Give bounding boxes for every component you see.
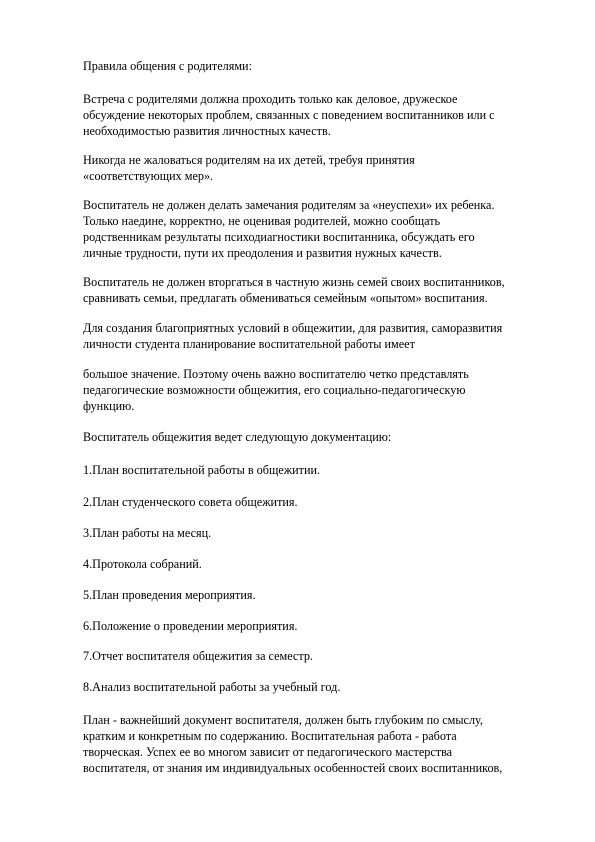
list-item: [83, 462, 553, 478]
text-line: Воспитатель не должен вторгаться в частную жизнь семей своих воспитанников,: [83, 275, 505, 289]
text-line: кратким и конкретным по содержанию. Воспитательная работа - работа: [83, 729, 457, 743]
text-line: «соответствующих мер».: [83, 169, 214, 183]
text-line: функцию.: [83, 399, 135, 413]
text-line: Встреча с родителями должна проходить только как деловое, дружеское: [83, 92, 458, 106]
document-heading: [83, 58, 553, 74]
text-line: воспитателя, от знания им индивидуальных особенностей своих воспитанников,: [83, 761, 503, 775]
text-line: необходимостью развития личностных качеств.: [83, 124, 331, 138]
list-item: [83, 494, 553, 510]
text-line: педагогические возможности общежития, его социально-педагогическую: [83, 383, 466, 397]
paragraph: [83, 91, 553, 139]
paragraph: [83, 320, 553, 352]
text-line: творческая. Успех ее во многом зависит от педагогического мастерства: [83, 745, 453, 759]
text-line: 1.План воспитательной работы в общежитии.: [83, 463, 321, 477]
list-item: [83, 679, 553, 695]
text-line: личности студента планирование воспитательной работы имеет: [83, 337, 415, 351]
text-line: Воспитатель общежития ведет следующую документацию:: [83, 430, 392, 444]
text-line: Для создания благоприятных условий в общежитии, для развития, саморазвития: [83, 321, 503, 335]
text-line: 8.Анализ воспитательной работы за учебный год.: [83, 680, 341, 694]
text-line: 5.План проведения мероприятия.: [83, 588, 256, 602]
paragraph: [83, 712, 553, 776]
text-line: 3.План работы на месяц.: [83, 526, 212, 540]
paragraph: [83, 429, 553, 445]
text-line: обсуждение некоторых проблем, связанных с поведением воспитанников или с: [83, 108, 495, 122]
paragraph: [83, 366, 553, 414]
text-line: План - важнейший документ воспитателя, должен быть глубоким по смыслу,: [83, 713, 483, 727]
text-line: Никогда не жаловаться родителям на их детей, требуя принятия: [83, 153, 415, 167]
text-line: Только наедине, корректно, не оценивая родителей, можно сообщать: [83, 214, 441, 228]
text-line: Правила общения с родителями:: [83, 59, 252, 73]
text-line: 4.Протокола собраний.: [83, 557, 202, 571]
paragraph: [83, 274, 553, 306]
text-line: Воспитатель не должен делать замечания родителям за «неуспехи» их ребенка.: [83, 198, 495, 212]
text-line: 7.Отчет воспитателя общежития за семестр.: [83, 649, 313, 663]
text-line: 2.План студенческого совета общежития.: [83, 495, 298, 509]
list-item: [83, 525, 553, 541]
text-line: родственникам результаты психодиагностики воспитанника, обсуждать его: [83, 230, 475, 244]
list-item: [83, 556, 553, 572]
text-line: большое значение. Поэтому очень важно воспитателю четко представлять: [83, 367, 469, 381]
list-item: [83, 587, 553, 603]
list-item: [83, 618, 553, 634]
list-item: [83, 648, 553, 664]
paragraph: [83, 197, 553, 261]
paragraph: [83, 152, 553, 184]
text-line: сравнивать семьи, предлагать обмениваться семейным «опытом» воспитания.: [83, 291, 488, 305]
text-line: личные трудности, пути их преодоления и развития нужных качеств.: [83, 246, 442, 260]
text-line: 6.Положение о проведении мероприятия.: [83, 619, 298, 633]
